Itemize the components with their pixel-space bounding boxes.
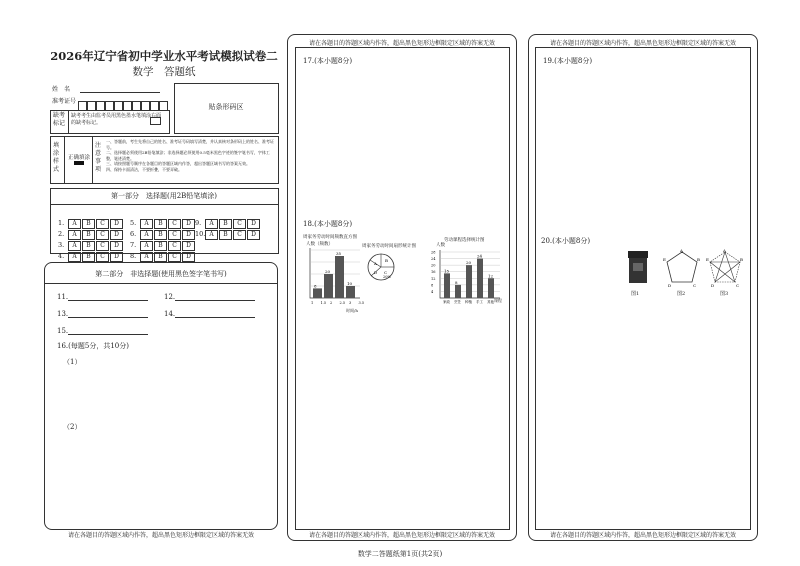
mc-number: 5. xyxy=(130,219,137,227)
pent-label-d: D xyxy=(668,283,672,288)
chart2-bar-label: 15 xyxy=(444,268,450,274)
mc-option-4-d[interactable]: D xyxy=(110,252,123,262)
mc-option-10-b[interactable]: B xyxy=(219,230,232,240)
mc-option-8-d[interactable]: D xyxy=(182,252,195,262)
pie-label-c: C xyxy=(384,270,388,275)
mc-number: 9. xyxy=(195,219,202,227)
star-label-b: B xyxy=(740,257,743,262)
chart2-tick-label: 12 xyxy=(431,276,436,281)
mc-option-7-a[interactable]: A xyxy=(140,241,153,251)
mc-option-3-d[interactable]: D xyxy=(110,241,123,251)
mc-option-6-c[interactable]: C xyxy=(168,230,181,240)
blank-13[interactable]: 13. xyxy=(57,308,148,318)
chart2-tick-label: 28 xyxy=(431,250,436,255)
chart2-tick-label: 20 xyxy=(431,263,436,268)
chart2-category-label: 烹饪 xyxy=(454,300,461,304)
chart2-bar xyxy=(488,278,494,298)
star-pentagon-figure xyxy=(706,248,744,288)
mc-option-5-a[interactable]: A xyxy=(140,219,153,229)
chart2-tick-label: 16 xyxy=(431,270,436,275)
part2-title: 第二部分 非选择题(使用黑色签字笔书写) xyxy=(45,269,277,284)
notes-text: 一、答题前，考生先将自己的姓名、准考证号码填写清楚，并认真核对条形码上的姓名、准考证号。 二、选择题必须使用2B铅笔填涂；非选择题必须使用0.5毫米黑色字迹的签字笔书写，字体工整，笔迹清楚。 三、请按照题号顺序在各题目的答题区域内作答，超出答题区域书写的答案无效。 四、保持卡面清洁，不要折叠，不要弄破。 xyxy=(106,139,274,172)
mc-row-4[interactable] xyxy=(58,243,124,262)
absent-divider xyxy=(68,110,69,133)
chart1-bar xyxy=(313,288,322,298)
mc-option-5-b[interactable]: B xyxy=(154,219,167,229)
q19-label: 19.(本小题8分) xyxy=(543,57,593,65)
chart2-category-label: 种植 xyxy=(465,300,472,304)
star-label-c: C xyxy=(736,283,740,288)
pie-label-pct: 20% xyxy=(383,275,391,279)
mc-number: 7. xyxy=(130,241,137,249)
blank-11[interactable]: 11. xyxy=(57,291,148,301)
chart2-bar-label: 24 xyxy=(477,253,483,259)
chart2-bar xyxy=(466,265,472,298)
q16-sub2[interactable]: （2） xyxy=(63,423,82,431)
chart2-category-label: 家政 xyxy=(443,300,450,304)
chart1-bar-label: 10 xyxy=(347,281,353,286)
mc-option-6-b[interactable]: B xyxy=(154,230,167,240)
fig2-label: 图2 xyxy=(677,291,686,297)
chart1-histogram xyxy=(300,246,365,306)
correct-fill-text: 正确填涂 xyxy=(68,155,91,161)
pent-label-a: A xyxy=(680,248,683,253)
mc-option-10-d[interactable]: D xyxy=(247,230,260,240)
mc-option-7-d[interactable]: D xyxy=(182,241,195,251)
mc-number: 8. xyxy=(130,252,137,260)
absent-note: 缺考考生由监考员用黑色墨水笔填涂右面 的缺考标记。 xyxy=(71,113,162,126)
warning-col2-bottom: 请在各题目的答题区域内作答，超出黑色矩形边框限定区域的答案无效 xyxy=(308,532,495,539)
q19-20-area[interactable] xyxy=(535,47,751,530)
chart1-tick-label: 2.5 xyxy=(339,301,346,305)
mc-option-7-c[interactable]: C xyxy=(168,241,181,251)
pent-label-e: E xyxy=(663,257,666,262)
mc-option-1-c[interactable]: C xyxy=(96,219,109,229)
mc-option-4-a[interactable]: A xyxy=(68,252,81,262)
chart1-title: 周家务劳动时间频数直方图 xyxy=(303,235,357,240)
exam-subtitle: 数学 答题纸 xyxy=(132,66,196,78)
warning-col2-top: 请在各题目的答题区域内作答，超出黑色矩形边框限定区域的答案无效 xyxy=(308,40,495,47)
fig3-label: 图3 xyxy=(720,291,729,297)
mc-option-9-d[interactable]: D xyxy=(247,219,260,229)
mc-option-8-b[interactable]: B xyxy=(154,252,167,262)
chart1-tick-label: 3 xyxy=(349,301,352,305)
mc-option-7-b[interactable]: B xyxy=(154,241,167,251)
ticket-number-boxes[interactable] xyxy=(78,96,168,106)
mc-row-10[interactable] xyxy=(195,221,261,240)
chart1-bar xyxy=(324,274,333,298)
chart1-bar-label: 8 xyxy=(314,283,317,289)
chart1-bar-label: 35 xyxy=(336,251,342,256)
chart1-xlabel: 时间/h xyxy=(346,308,358,313)
fill-sample-divider-2 xyxy=(92,136,93,183)
mc-number: 2. xyxy=(58,230,65,238)
chart1-bar xyxy=(346,286,355,298)
chart2-bar xyxy=(444,273,450,298)
star-label-d: D xyxy=(711,283,715,288)
mc-option-2-d[interactable]: D xyxy=(110,230,123,240)
pie-label-d: D xyxy=(374,270,378,275)
mc-option-4-c[interactable]: C xyxy=(96,252,109,262)
mc-number: 6. xyxy=(130,230,137,238)
warning-col3-bottom: 请在各题目的答题区域内作答，超出黑色矩形边框限定区域的答案无效 xyxy=(549,532,736,539)
mc-option-3-a[interactable]: A xyxy=(68,241,81,251)
chart2-category-label: 其他 xyxy=(487,300,494,304)
mc-option-10-a[interactable]: A xyxy=(205,230,218,240)
chart2-bar-label: 12 xyxy=(488,273,494,279)
pie-label-a: A xyxy=(374,261,377,266)
mc-option-6-a[interactable]: A xyxy=(140,230,153,240)
barcode-label: 贴条形码区 xyxy=(208,103,244,111)
chart2-tick-label: 8 xyxy=(431,283,434,288)
blank-15[interactable]: 15. xyxy=(57,325,148,335)
part1-title: 第一部分 选择题(用2B铅笔填涂) xyxy=(50,191,278,205)
name-label: 姓 名 xyxy=(52,86,71,93)
mc-number: 10. xyxy=(195,230,206,238)
mc-option-1-d[interactable]: D xyxy=(110,219,123,229)
chart2-bar xyxy=(455,285,461,298)
pent-label-b: B xyxy=(697,257,700,262)
pie-label-b: B xyxy=(385,258,388,263)
pie-title: 周家务劳动时间扇形统计图 xyxy=(362,244,416,249)
absent-label: 缺考标记 xyxy=(53,112,66,127)
q16-sub1: （1） xyxy=(63,358,82,366)
chart2-title: 劳动课程选择统计图 xyxy=(444,238,485,243)
star-label-a: A xyxy=(723,248,726,253)
star-label-e: E xyxy=(706,257,709,262)
fill-sample-label: 填涂样式 xyxy=(53,142,60,173)
fig1-label: 图1 xyxy=(631,291,640,297)
trash-bin-icon xyxy=(626,249,650,285)
mc-option-6-d[interactable]: D xyxy=(182,230,195,240)
part2-box xyxy=(44,262,278,530)
pent-label-c: C xyxy=(693,283,697,288)
chart1-ylabel: 人数（频数） xyxy=(306,242,333,247)
q17-label: 17.(本小题8分) xyxy=(303,57,353,65)
mc-option-2-b[interactable]: B xyxy=(82,230,95,240)
mc-option-5-d[interactable]: D xyxy=(182,219,195,229)
mc-option-8-c[interactable]: C xyxy=(168,252,181,262)
warning-col3-top: 请在各题目的答题区域内作答，超出黑色矩形边框限定区域的答案无效 xyxy=(549,40,736,47)
chart2-bar-label: 20 xyxy=(466,260,472,266)
mc-option-9-c[interactable]: C xyxy=(233,219,246,229)
correct-fill-mark xyxy=(74,161,84,165)
chart2-ylabel: 人数 xyxy=(436,243,445,248)
pentagon-figure xyxy=(663,248,701,288)
chart1-bar-label: 20 xyxy=(325,269,331,274)
chart2-category-label: 手工 xyxy=(476,300,483,304)
chart2-bars xyxy=(430,248,502,306)
mc-option-3-b[interactable]: B xyxy=(82,241,95,251)
name-field[interactable] xyxy=(80,92,160,93)
chart1-tick-label: 3.5 xyxy=(358,301,365,305)
chart2-tick-label: 4 xyxy=(431,289,434,294)
chart1-tick-label: 1 xyxy=(311,301,314,305)
chart2-tick-label: 24 xyxy=(431,257,436,262)
notes-label: 注意事项 xyxy=(95,142,102,173)
mc-option-8-a[interactable]: A xyxy=(140,252,153,262)
mc-option-1-b[interactable]: B xyxy=(82,219,95,229)
blank-14[interactable]: 14. xyxy=(164,308,255,318)
chart1-tick-label: 2 xyxy=(330,301,333,305)
q16-label: 16.(每题5分，共10分) xyxy=(57,342,129,350)
exam-title: 2026年辽宁省初中学业水平考试模拟试卷二 xyxy=(50,49,278,63)
mc-option-1-a[interactable]: A xyxy=(68,219,81,229)
chart2-xlabel: 课程 xyxy=(494,298,502,303)
chart1-tick-label: 1.5 xyxy=(320,301,327,305)
chart1-bar xyxy=(335,256,344,298)
mc-option-2-c[interactable]: C xyxy=(96,230,109,240)
ticket-label: 准考证号 xyxy=(52,98,77,105)
chart2-bar xyxy=(477,259,483,298)
mc-option-9-b[interactable]: B xyxy=(219,219,232,229)
mc-row-8[interactable] xyxy=(130,243,196,262)
warning-col1: 请在各题目的答题区域内作答，超出黑色矩形边框限定区域的答案无效 xyxy=(67,532,254,539)
mc-number: 4. xyxy=(58,252,65,260)
mc-number: 1. xyxy=(58,219,65,227)
q18-label: 18.(本小题8分) xyxy=(303,220,353,228)
mc-option-10-c[interactable]: C xyxy=(233,230,246,240)
mc-option-4-b[interactable]: B xyxy=(82,252,95,262)
mc-option-9-a[interactable]: A xyxy=(205,219,218,229)
chart2-bar-label: 8 xyxy=(455,279,458,285)
q20-label: 20.(本小题8分) xyxy=(541,237,591,245)
page-footer: 数学二答题纸第1页(共2页) xyxy=(357,550,443,558)
blank-12[interactable]: 12. xyxy=(164,291,255,301)
mc-option-2-a[interactable]: A xyxy=(68,230,81,240)
fill-sample-divider xyxy=(64,136,65,183)
mc-number: 3. xyxy=(58,241,65,249)
mc-option-5-c[interactable]: C xyxy=(168,219,181,229)
pie-chart xyxy=(366,252,396,282)
mc-option-3-c[interactable]: C xyxy=(96,241,109,251)
absent-mark-box[interactable] xyxy=(150,117,161,125)
